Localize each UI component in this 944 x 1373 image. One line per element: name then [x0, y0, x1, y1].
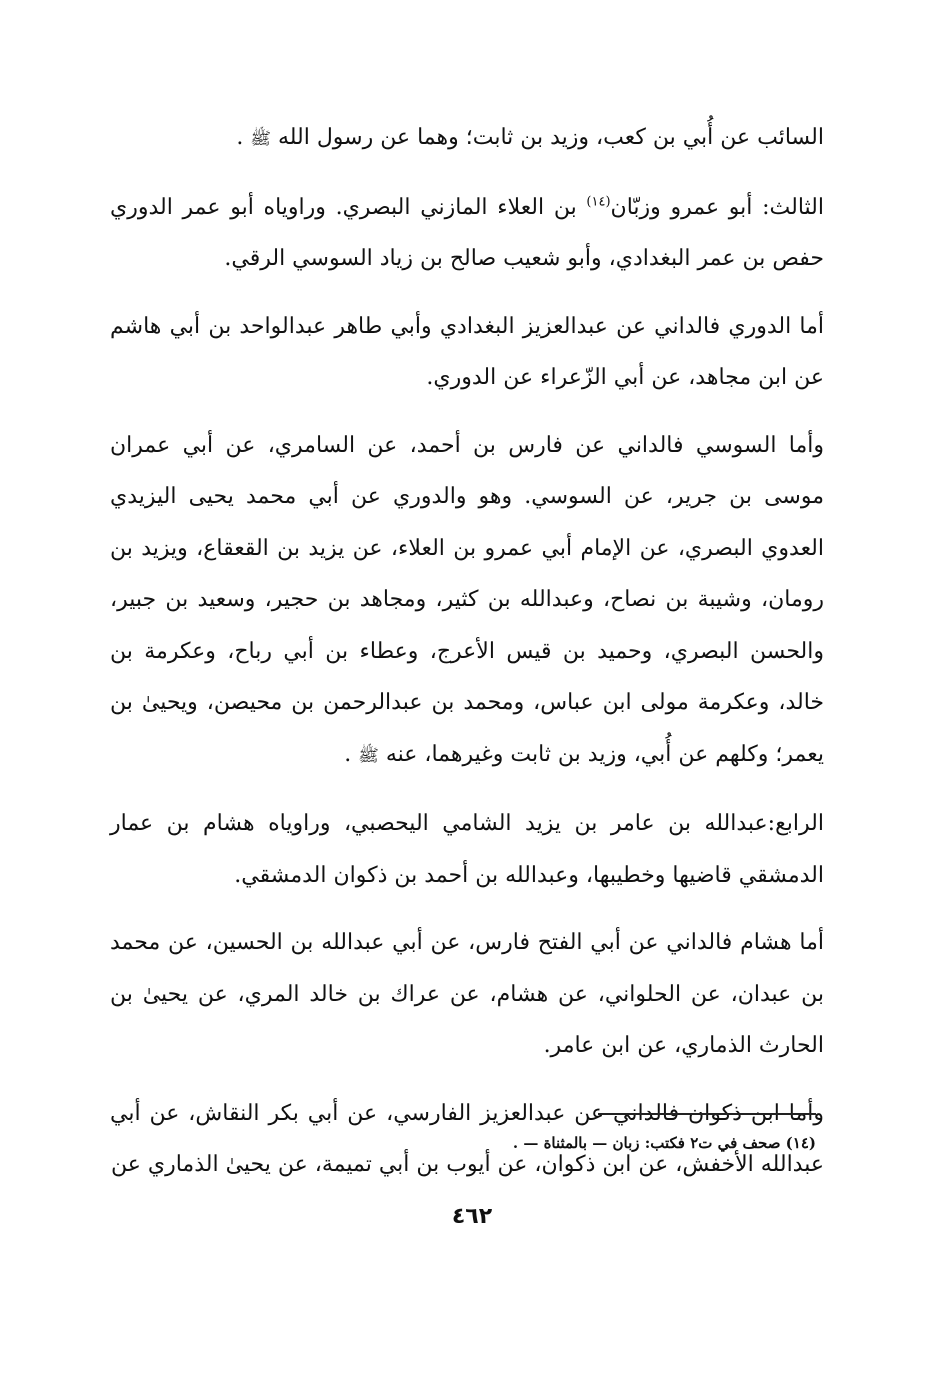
paragraph-text: وأما السوسي فالداني عن فارس بن أحمد، عن السامري، عن أبي عمران موسى بن جرير، عن السوسي. وهو والدوري عن أبي محمد يحيى اليزيدي العدوي البصري، عن الإمام أبي عمرو بن العلاء، عن يزيد بن القعقاع، ويزيد بن رومان، وشيبة بن نصاح، وعبدالله بن كثير، ومجاهد بن حجير، وسعيد بن جبير، والحسن البصري، وحميد بن قيس الأعرج، وعطاء بن أبي رباح، وعكرمة بن خالد، وعكرمة مولى ابن عباس، ومحمد بن عبدالرحمن بن محيصن، ويحيىٰ بن يعمر؛ وكلهم عن أُبي، وزيد بن ثابت وغيرهما، عنه: [110, 432, 824, 767]
paragraph-3: [110, 301, 824, 404]
paragraph-1: [110, 112, 824, 166]
page-number: ٤٦٢: [451, 1204, 493, 1229]
paragraph-text: أما الدوري فالداني عن عبدالعزيز البغدادي وأبي طاهر عبدالواحد بن أبي هاشم عن ابن مجاهد، عن أبي الزّعراء عن الدوري.: [110, 313, 824, 390]
paragraph-text: الرابع:عبدالله بن عامر بن يزيد الشامي اليحصبي، وراوياه هشام بن عمار الدمشقي قاضيها وخطيبها، وعبدالله بن أحمد بن ذكوان الدمشقي.: [110, 811, 824, 888]
paragraph-text: الثالث: أبو عمرو وزبّان: [610, 194, 824, 220]
paragraph-text: وأما ابن ذكوان فالداني عن عبدالعزيز الفارسي، عن أبي بكر النقاش، عن أبي عبدالله الأخفش، عن ابن ذكوان، عن أيوب بن أبي تميمة، عن يحيىٰ الذماري عن: [110, 1100, 824, 1177]
paragraph-end: .: [236, 125, 251, 150]
footnote-divider: [598, 1113, 816, 1115]
paragraph-text: السائب عن أُبي بن كعب، وزيد بن ثابت؛ وهما عن رسول الله: [277, 125, 824, 150]
main-text: [110, 112, 824, 1191]
paragraph-5: [110, 798, 824, 901]
paragraph-text: أما هشام فالداني عن أبي الفتح فارس، عن أبي عبدالله بن الحسين، عن محمد بن عبدان، عن الحلواني، عن هشام، عن عراك بن خالد المري، عن يحيىٰ بن الحارث الذماري، عن ابن عامر.: [110, 930, 824, 1058]
salawat-ligature: ﷺ: [358, 745, 379, 766]
paragraph-text-rest: بن العلاء المازني البصري. وراوياه أبو عمر الدوري حفص بن عمر البغدادي، وأبو شعيب صالح بن زياد السوسي الرقي.: [110, 194, 824, 271]
salawat-ligature: ﷺ: [250, 129, 271, 149]
paragraph-end: .: [344, 741, 359, 767]
paragraph-6: [110, 917, 824, 1072]
paragraph-4: [110, 420, 824, 783]
paragraph-2: [110, 182, 824, 285]
footnote: (١٤) صحف في ت٢ فكتب: زبان — بالمثناة — .: [512, 1134, 816, 1152]
footnote-reference: (١٤): [586, 194, 611, 210]
